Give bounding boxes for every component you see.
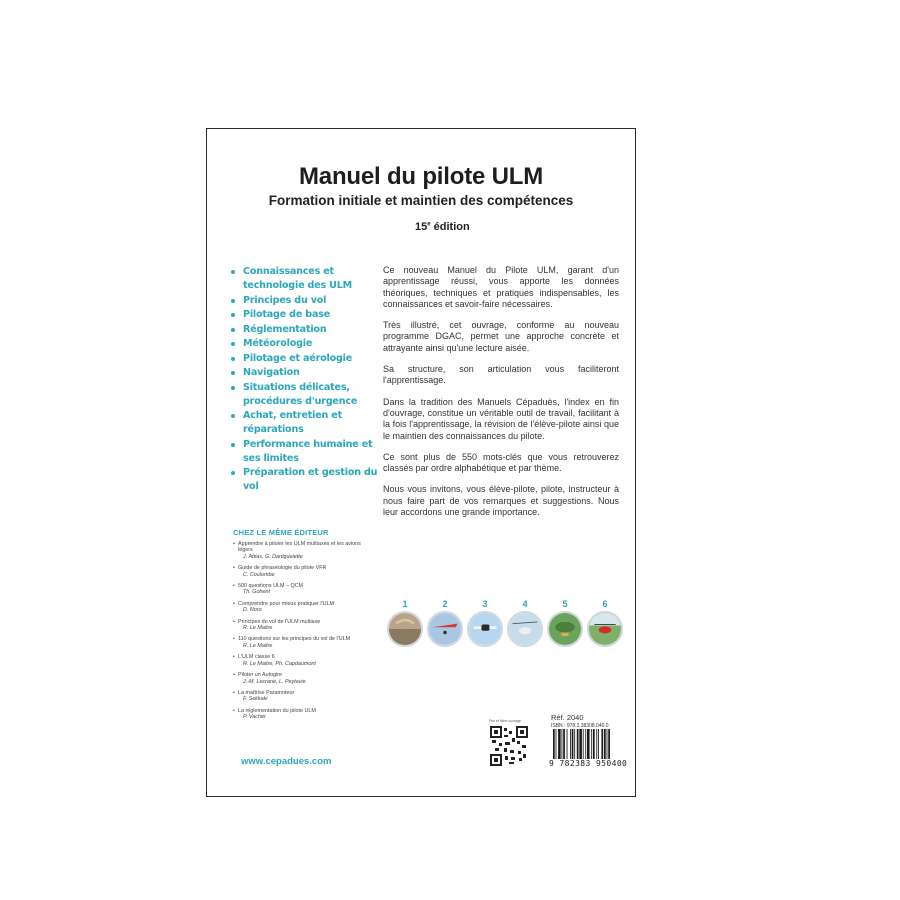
- same-publisher-heading: CHEZ LE MÊME ÉDITEUR: [233, 528, 329, 537]
- contents-item: Pilotage de base: [231, 308, 381, 322]
- book-title: Manuel du pilote ULM: [299, 163, 543, 190]
- autogyro-photo: [507, 611, 543, 647]
- contents-item: Principes du vol: [231, 294, 381, 308]
- ulm-class-photos: [381, 599, 621, 659]
- description-paragraph: Très illustré, cet ouvrage, conforme au nouveau programme DGAC, permet une approche concrète et attrayante ainsi qu'une lecture aisée.: [383, 320, 619, 353]
- class-number: 3: [482, 599, 488, 609]
- contents-list: [231, 265, 381, 495]
- contents-item: Connaissances et technologie des ULM: [231, 265, 381, 293]
- publisher-website: www.cepadues.com: [241, 756, 332, 767]
- description-paragraph: Ce nouveau Manuel du Pilote ULM, garant d'un apprentissage réussi, vous apporte les données théoriques, techniques et pratiques indispensables, les connaissances et savoir-faire nécessaires.: [383, 265, 619, 309]
- related-book: • Comprendre pour mieux pratiquer l'ULM D. Noro: [233, 601, 373, 614]
- class-number: 5: [562, 599, 568, 609]
- contents-item: Pilotage et aérologie: [231, 352, 381, 366]
- description: [383, 265, 619, 528]
- class-number: 6: [602, 599, 608, 609]
- class-number: 2: [442, 599, 448, 609]
- barcode: [551, 729, 627, 763]
- related-book: • Guide de phraséologie du pilote VFR C. Coulombe: [233, 565, 373, 578]
- book-subtitle: Formation initiale et maintien des compétences: [268, 193, 574, 208]
- contents-item: Performance humaine et ses limites: [231, 438, 381, 466]
- same-publisher-list: [233, 541, 373, 726]
- contents-item: Situations délicates, procédures d'urgence: [231, 381, 381, 409]
- edition-label: 15e édition: [415, 221, 470, 233]
- aerostat-photo: [547, 611, 583, 647]
- barcode-number: 9 782383 950400: [549, 759, 628, 768]
- related-book: • L'ULM classe 6 R. Le Maitre, Ph. Capdaumont: [233, 654, 373, 667]
- related-book: • Piloter un Autogire J.-M. Lecrane, L. Peytavie: [233, 672, 373, 685]
- qr-code: [490, 726, 528, 766]
- related-book: • 110 questions sur les principes du vol de l'ULM R. Le Maitre: [233, 636, 373, 649]
- contents-item: Achat, entretien et réparations: [231, 409, 381, 437]
- contents-item: Réglementation: [231, 323, 381, 337]
- description-paragraph: Dans la tradition des Manuels Cépaduès, l'index en fin d'ouvrage, constitue un véritable outil de travail, facilitant à la fois l'apprentissage, la révision de l'élève-pilote ainsi que le maintien des connaissances du pilote.: [383, 396, 619, 441]
- related-book: • La réglementation du pilote ULM P. Vacher: [233, 708, 373, 721]
- description-paragraph: Ce sont plus de 550 mots-clés que vous retrouverez classés par ordre alphabétique et par thème.: [383, 451, 619, 474]
- related-book: • Principes du vol de l'ULM multiaxe R. Le Maitre: [233, 619, 373, 632]
- class-number: 1: [402, 599, 408, 609]
- qr-caption: Prix et fiche ouvrage: [489, 719, 521, 723]
- isbn-label: ISBN : 978.2.38308.040.0: [551, 723, 609, 729]
- contents-item: Préparation et gestion du vol: [231, 466, 381, 494]
- book-back-cover: [206, 128, 636, 797]
- class-number: 4: [522, 599, 528, 609]
- related-book: • 500 questions ULM – QCM Th. Gohent: [233, 583, 373, 596]
- description-paragraph: Sa structure, son articulation vous faciliteront l'apprentissage.: [383, 364, 619, 386]
- contents-item: Météorologie: [231, 337, 381, 351]
- helicopter-photo: [587, 611, 623, 647]
- reference-label: Réf. 2040: [551, 713, 584, 722]
- description-paragraph: Nous vous invitons, vous élève-pilote, pilote, instructeur à nous faire part de vos remarques et suggestions. Nous leur accordons une grande importance.: [383, 484, 619, 518]
- related-book: • Apprendre à piloter les ULM multiaxes et les avions légers J. Attias, G. Dartiguelette: [233, 541, 373, 560]
- related-book: • La maîtrise Paramoteur F. Sekkaki: [233, 690, 373, 703]
- contents-item: Navigation: [231, 366, 381, 380]
- paramotor-photo: [387, 611, 423, 647]
- multiaxis-photo: [467, 611, 503, 647]
- pendular-photo: [427, 611, 463, 647]
